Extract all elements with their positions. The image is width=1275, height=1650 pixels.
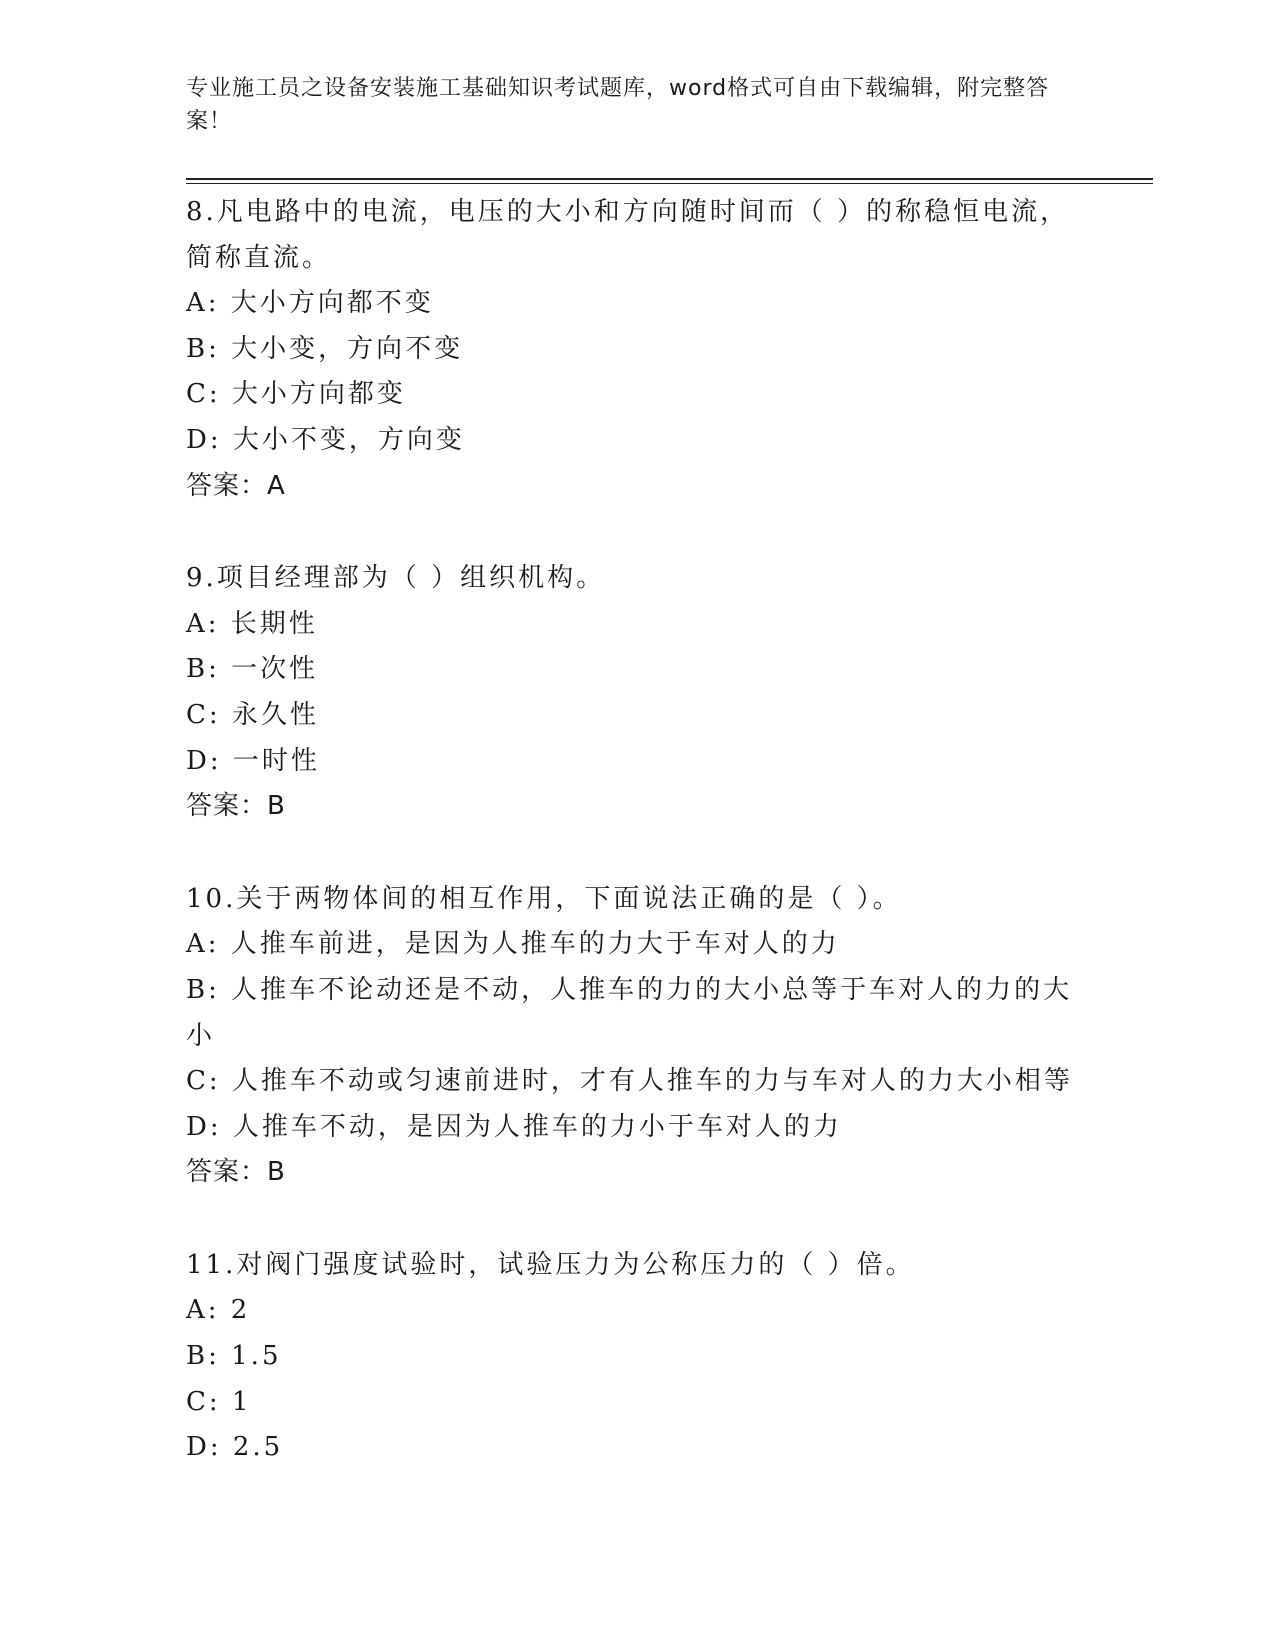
option-d: D: 大小不变，方向变 [186, 424, 465, 455]
question-8 [186, 190, 1086, 509]
answer-label: 答案：B [186, 1157, 286, 1188]
option-d: D: 一时性 [186, 745, 320, 776]
option-b: B: 一次性 [186, 654, 319, 685]
question-stem: 10.关于两物体间的相互作用，下面说法正确的是（ ）。 [186, 883, 902, 914]
header-rule-thick [186, 178, 1153, 180]
question-stem: 9.项目经理部为（ ）组织机构。 [186, 563, 606, 594]
option-d: D: 2.5 [186, 1432, 284, 1463]
option-c: C: 大小方向都变 [186, 379, 406, 410]
option-c: C: 永久性 [186, 699, 319, 730]
option-a: A: 长期性 [186, 608, 318, 639]
question-11 [186, 1243, 1086, 1471]
option-d: D: 人推车不动，是因为人推车的力小于车对人的力 [186, 1111, 842, 1142]
question-list [186, 190, 1086, 1518]
option-a: A: 2 [186, 1295, 251, 1326]
option-b: B: 大小变，方向不变 [186, 333, 464, 364]
option-b: B: 人推车不论动还是不动，人推车的力的大小总等于车对人的力的大小 [186, 974, 1073, 1051]
question-stem: 11.对阀门强度试验时，试验压力为公称压力的（ ）倍。 [186, 1249, 915, 1280]
option-c: C: 人推车不动或匀速前进时，才有人推车的力与车对人的力大小相等 [186, 1066, 1073, 1097]
option-c: C: 1 [186, 1386, 252, 1417]
answer-label: 答案：A [186, 470, 286, 501]
question-9 [186, 556, 1086, 830]
header-rule-thin [186, 183, 1153, 184]
option-b: B: 1.5 [186, 1341, 282, 1372]
document-header: 专业施工员之设备安装施工基础知识考试题库，word格式可自由下载编辑，附完整答案！ [186, 76, 1050, 134]
question-10 [186, 877, 1086, 1196]
question-stem: 8.凡电路中的电流，电压的大小和方向随时间而（ ）的称稳恒电流，简称直流。 [186, 197, 1070, 273]
option-a: A: 人推车前进，是因为人推车的力大于车对人的力 [186, 929, 840, 960]
answer-label: 答案：B [186, 791, 286, 822]
option-a: A: 大小方向都不变 [186, 288, 434, 319]
